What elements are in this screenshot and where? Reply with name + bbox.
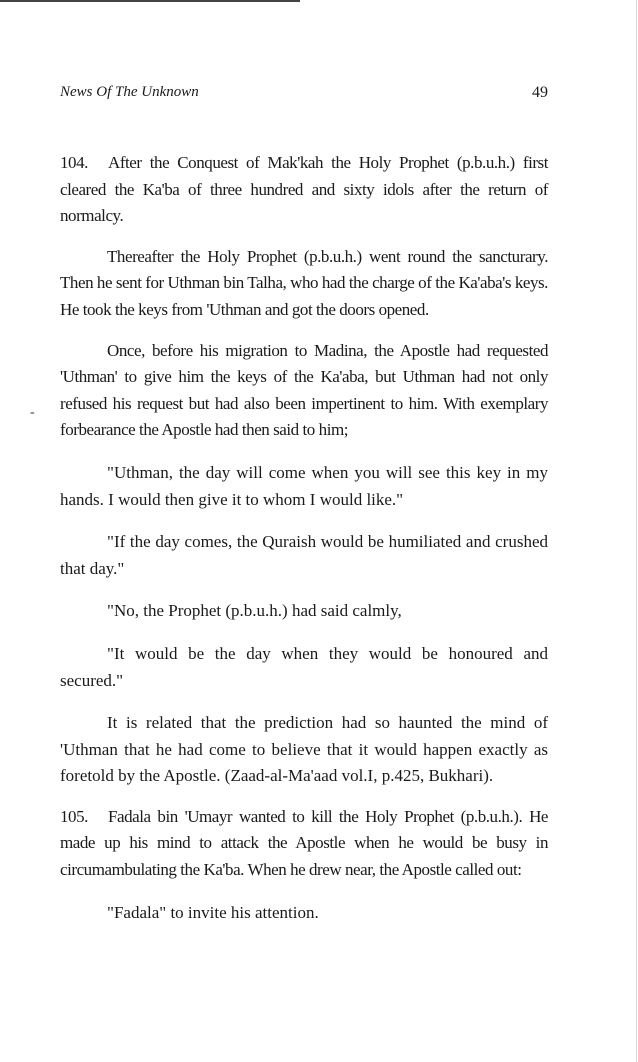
paragraph-number: 105.	[60, 806, 88, 826]
page-body	[60, 150, 548, 926]
paragraph-quote: "If the day comes, the Quraish would be humiliated and crushed that day."	[60, 532, 548, 578]
paragraph: It is related that the prediction had so haunted the mind of 'Uthman that he had come to believe that it would happen exactly as foretold by the Apostle. (Zaad-al-Ma'aad vol.I, p.425, Bukhari).	[60, 713, 548, 786]
page-header	[60, 84, 548, 104]
margin-mark: -	[30, 405, 35, 420]
page-edge	[636, 0, 637, 1062]
paragraph-104	[60, 150, 548, 230]
paragraph: Once, before his migration to Madina, the Apostle had requested 'Uthman' to give him the keys of the Ka'aba, but Uthman had not only refused his request but had also been impertinent to him. With exemplary forbearance the Apostle had then said to him;	[60, 340, 548, 440]
page-number: 49	[532, 84, 548, 101]
paragraph: Thereafter the Holy Prophet (p.b.u.h.) went round the sancturary. Then he sent for Uthman bin Talha, who had the charge of the Ka'aba's keys. He took the keys from 'Uthman and got the doors opened.	[60, 246, 548, 319]
paragraph-quote: "Uthman, the day will come when you will see this key in my hands. I would then give it to whom I would like."	[60, 462, 548, 509]
top-rule	[0, 0, 300, 2]
paragraph-number: 104.	[60, 153, 88, 172]
paragraph-text: Fadala bin 'Umayr wanted to kill the Holy Prophet (p.b.u.h.). He made up his mind to attack the Apostle when he would be busy in circumambulating the Ka'ba. When he drew near, the Apostle called out:	[60, 806, 548, 880]
paragraph-quote: "It would be the day when they would be honoured and secured."	[60, 643, 548, 690]
paragraph-text: After the Conquest of Mak'kah the Holy Prophet (p.b.u.h.) first cleared the Ka'ba of three hundred and sixty idols after the return of normalcy.	[60, 153, 548, 226]
running-title: News Of The Unknown	[60, 84, 199, 100]
paragraph-105	[60, 804, 548, 884]
paragraph-quote: "No, the Prophet (p.b.u.h.) had said calmly,	[107, 601, 402, 621]
paragraph-quote: "Fadala" to invite his attention.	[107, 902, 319, 922]
